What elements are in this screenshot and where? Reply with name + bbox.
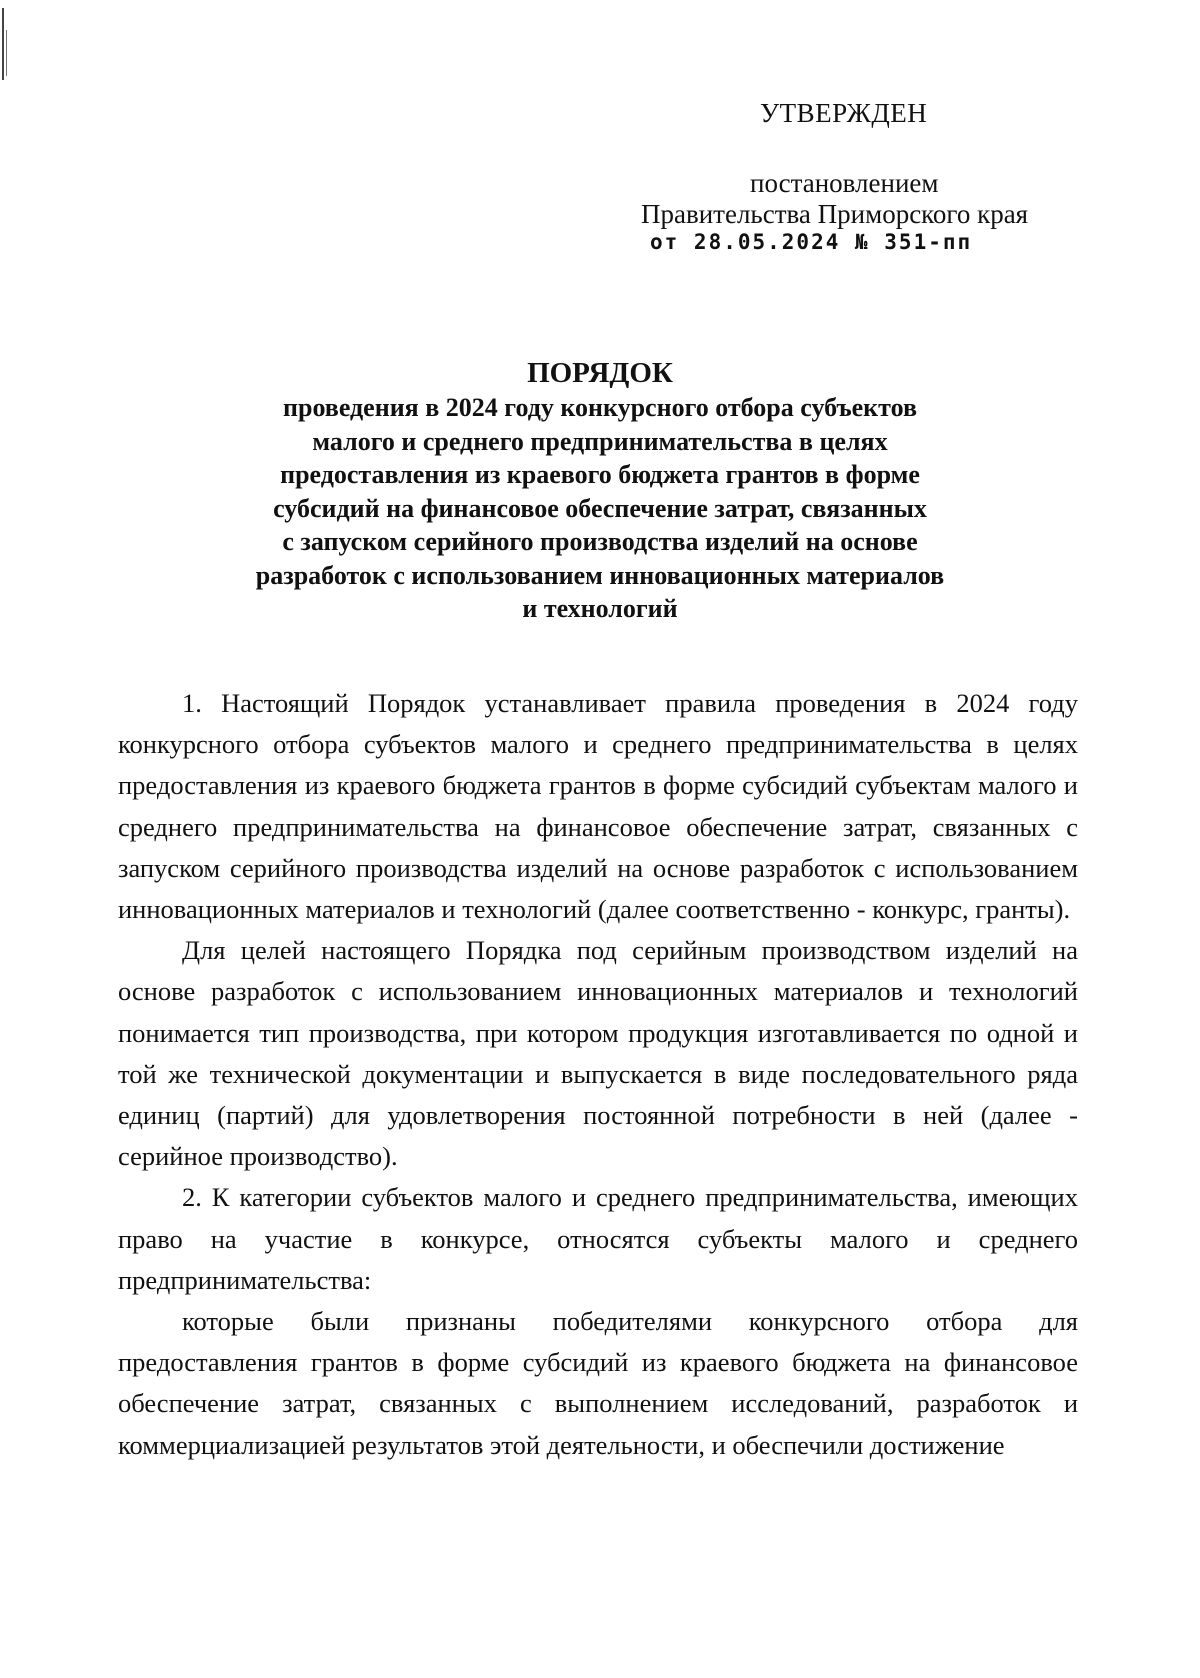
scan-edge-mark — [6, 30, 7, 76]
document-subtitle-line: предоставления из краевого бюджета грантов в форме — [280, 460, 920, 489]
document-subtitle-line: разработок с использованием инновационных материалов — [255, 560, 945, 590]
scan-edge-mark — [2, 8, 4, 80]
document-subtitle-line: проведения в 2024 году конкурсного отбора субъектов — [283, 393, 917, 422]
document-subtitle-line: субсидий на финансовое обеспечение затрат, связанных — [273, 493, 927, 523]
document-subtitle-line: малого и среднего предпринимательства в целях — [312, 426, 888, 456]
document-title-block — [160, 355, 1040, 626]
document-subtitle-line: с запуском серийного производства изделий на основе — [282, 527, 918, 556]
decree-line-2: Правительства Приморского края — [641, 199, 1029, 229]
document-title: ПОРЯДОК — [527, 357, 673, 389]
paragraph-1: 1. Настоящий Порядок устанавливает правила проведения в 2024 году конкурсного отбора субъектов малого и среднего предпринимательства в целях предоставления из краевого бюджета грантов в форме субсидий субъектам малого и среднего предпринимательства на финансовое обеспечение затрат, связанных с запуском серийного производства изделий на основе разработок с использованием инновационных материалов и технологий (далее соответственно - конкурс, гранты). — [118, 688, 1078, 925]
document-subtitle-line: и технологий — [522, 594, 678, 623]
paragraph-criteria: которые были признаны победителями конкурсного отбора для предоставления грантов в форме субсидий из краевого бюджета на финансовое обеспечение затрат, связанных с выполнением исследований, разработок и коммерциализацией результатов этой деятельности, и обеспечили достижение — [118, 1306, 1078, 1460]
paragraph-2: 2. К категории субъектов малого и среднего предпринимательства, имеющих право на участие в конкурсе, относятся субъекты малого и среднего предпринимательства: — [118, 1182, 1078, 1295]
decree-number-date: от 28.05.2024 № 351-пп — [650, 230, 973, 254]
approval-stamp-heading: УТВЕРЖДЕН — [760, 98, 928, 128]
decree-line-1: постановлением — [750, 168, 939, 198]
document-body — [118, 683, 1078, 1466]
paragraph-definition: Для целей настоящего Порядка под серийным производством изделий на основе разработок с использованием инновационных материалов и технологий понимается тип производства, при котором продукция изготавливается по одной и той же технической документации и выпускается в виде последовательного ряда единиц (партий) для удовлетворения постоянной потребности в ней (далее - серийное производство). — [118, 935, 1078, 1172]
